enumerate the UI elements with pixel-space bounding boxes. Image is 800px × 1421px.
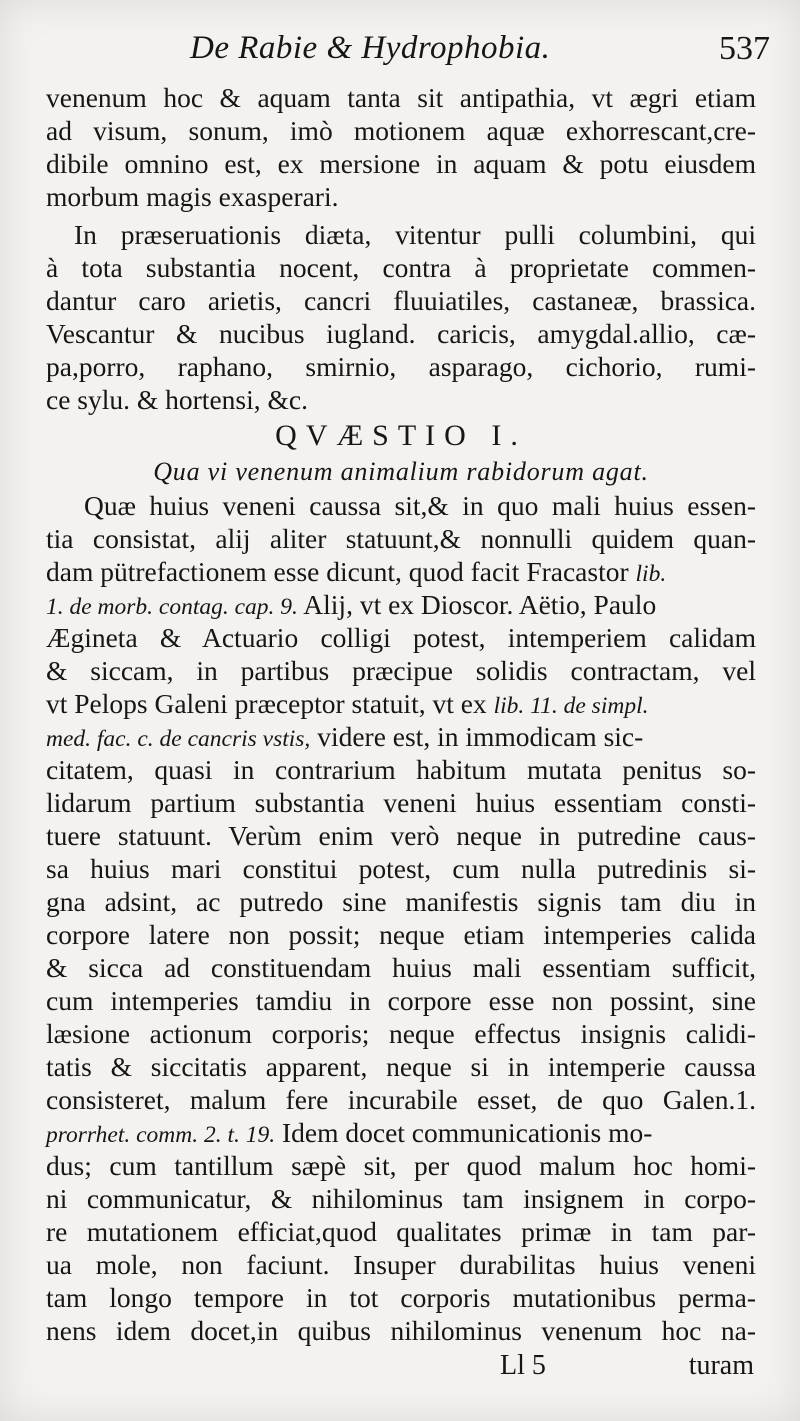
text-line: Ægineta & Actuario colligi potest, intemperiem calidam xyxy=(46,622,756,653)
text-line: ua mole, non faciunt. Insuper durabilitas huius veneni xyxy=(46,1249,756,1280)
text-line: citatem, quasi in contrarium habitum mutata penitus so- xyxy=(46,754,756,785)
text-line: tia consistat, alij aliter statuunt,& nonnulli quidem quan- xyxy=(46,523,756,554)
text-line: gna adsint, ac putredo sine manifestis signis tam diu in xyxy=(46,886,756,917)
citation: 1. de morb. contag. cap. 9. xyxy=(46,594,298,620)
text-line: & sicca ad constituendam huius mali essentiam sufficit, xyxy=(46,952,756,983)
text-line: ce sylu. & hortensi, &c. xyxy=(46,384,308,415)
text-line: corpore latere non possit; neque etiam intemperies calida xyxy=(46,919,756,950)
text-line: venenum hoc & aquam tanta sit antipathia, vt ægri etiam xyxy=(46,82,756,113)
text-line: lidarum partium substantia veneni huius essentiam consti- xyxy=(46,787,756,818)
text-line: læsione actionum corporis; neque effectus insignis calidi- xyxy=(46,1018,756,1049)
text-line: tam longo tempore in tot corporis mutationibus perma- xyxy=(46,1282,756,1313)
text-line: dibile omnino est, ex mersione in aquam & potu eiusdem xyxy=(46,148,756,179)
text-line: Quæ huius veneni caussa sit,& in quo mali huius essen- xyxy=(84,490,756,521)
text-span: Idem docet communicationis mo- xyxy=(282,1117,653,1148)
section-heading: QVÆSTIO I. xyxy=(275,419,527,452)
section-subheading: Qua vi venenum animalium rabidorum agat. xyxy=(153,457,649,486)
text-span: Alij, vt ex Dioscor. Aëtio, Paulo xyxy=(303,589,657,620)
catchword: turam xyxy=(688,1350,754,1381)
text-line: dus; cum tantillum sæpè sit, per quod malum hoc homi- xyxy=(46,1150,756,1181)
citation: prorrhet. comm. 2. t. 19. xyxy=(46,1122,276,1148)
text-line: consisteret, malum fere incurabile esset, de quo Galen.1. xyxy=(46,1084,756,1115)
text-line: nens idem docet,in quibus nihilominus venenum hoc na- xyxy=(46,1315,756,1346)
text-span: dam pütrefactionem esse dicunt, quod facit Fracastor xyxy=(46,556,629,587)
text-span: videre est, in immodicam sic- xyxy=(317,721,644,752)
text-line: cum intemperies tamdiu in corpore esse non possint, sine xyxy=(46,985,756,1016)
citation: med. fac. c. de cancris vstis, xyxy=(46,726,311,752)
page-header xyxy=(150,30,770,80)
text-line: ad visum, sonum, imò motionem aquæ exhorrescant,cre- xyxy=(46,115,756,146)
page-footer xyxy=(0,1350,800,1394)
citation: lib. 11. de simpl. xyxy=(493,693,649,719)
page-number: 537 xyxy=(719,30,770,67)
text-span: vt Pelops Galeni præceptor statuit, vt ex xyxy=(46,688,487,719)
text-line: In præseruationis diæta, vitentur pulli columbini, qui xyxy=(74,219,756,250)
text-line: morbum magis exasperari. xyxy=(46,181,339,212)
text-line: tatis & siccitatis apparent, neque si in intemperie caussa xyxy=(46,1051,756,1082)
text-line: sa huius mari constitui potest, cum nulla putredinis si- xyxy=(46,853,756,884)
text-line: re mutationem efficiat,quod qualitates primæ in tam par- xyxy=(46,1216,756,1247)
text-line: à tota substantia nocent, contra à proprietate commen- xyxy=(46,252,756,283)
citation: lib. xyxy=(635,561,667,587)
text-line: Vescantur & nucibus iugland. caricis, amygdal.allio, cæ- xyxy=(46,318,756,349)
signature-mark: Ll 5 xyxy=(500,1350,546,1381)
running-head: De Rabie & Hydrophobia. xyxy=(190,30,551,66)
text-line: ni communicatur, & nihilominus tam insignem in corpo- xyxy=(46,1183,756,1214)
text-line: tuere statuunt. Verùm enim verò neque in putredine caus- xyxy=(46,820,756,851)
text-line: dantur caro arietis, cancri fluuiatiles, castaneæ, brassica. xyxy=(46,285,756,316)
text-line: & siccam, in partibus præcipue solidis contractam, vel xyxy=(46,655,756,686)
text-line: pa,porro, raphano, smirnio, asparago, cichorio, rumi- xyxy=(46,351,756,382)
